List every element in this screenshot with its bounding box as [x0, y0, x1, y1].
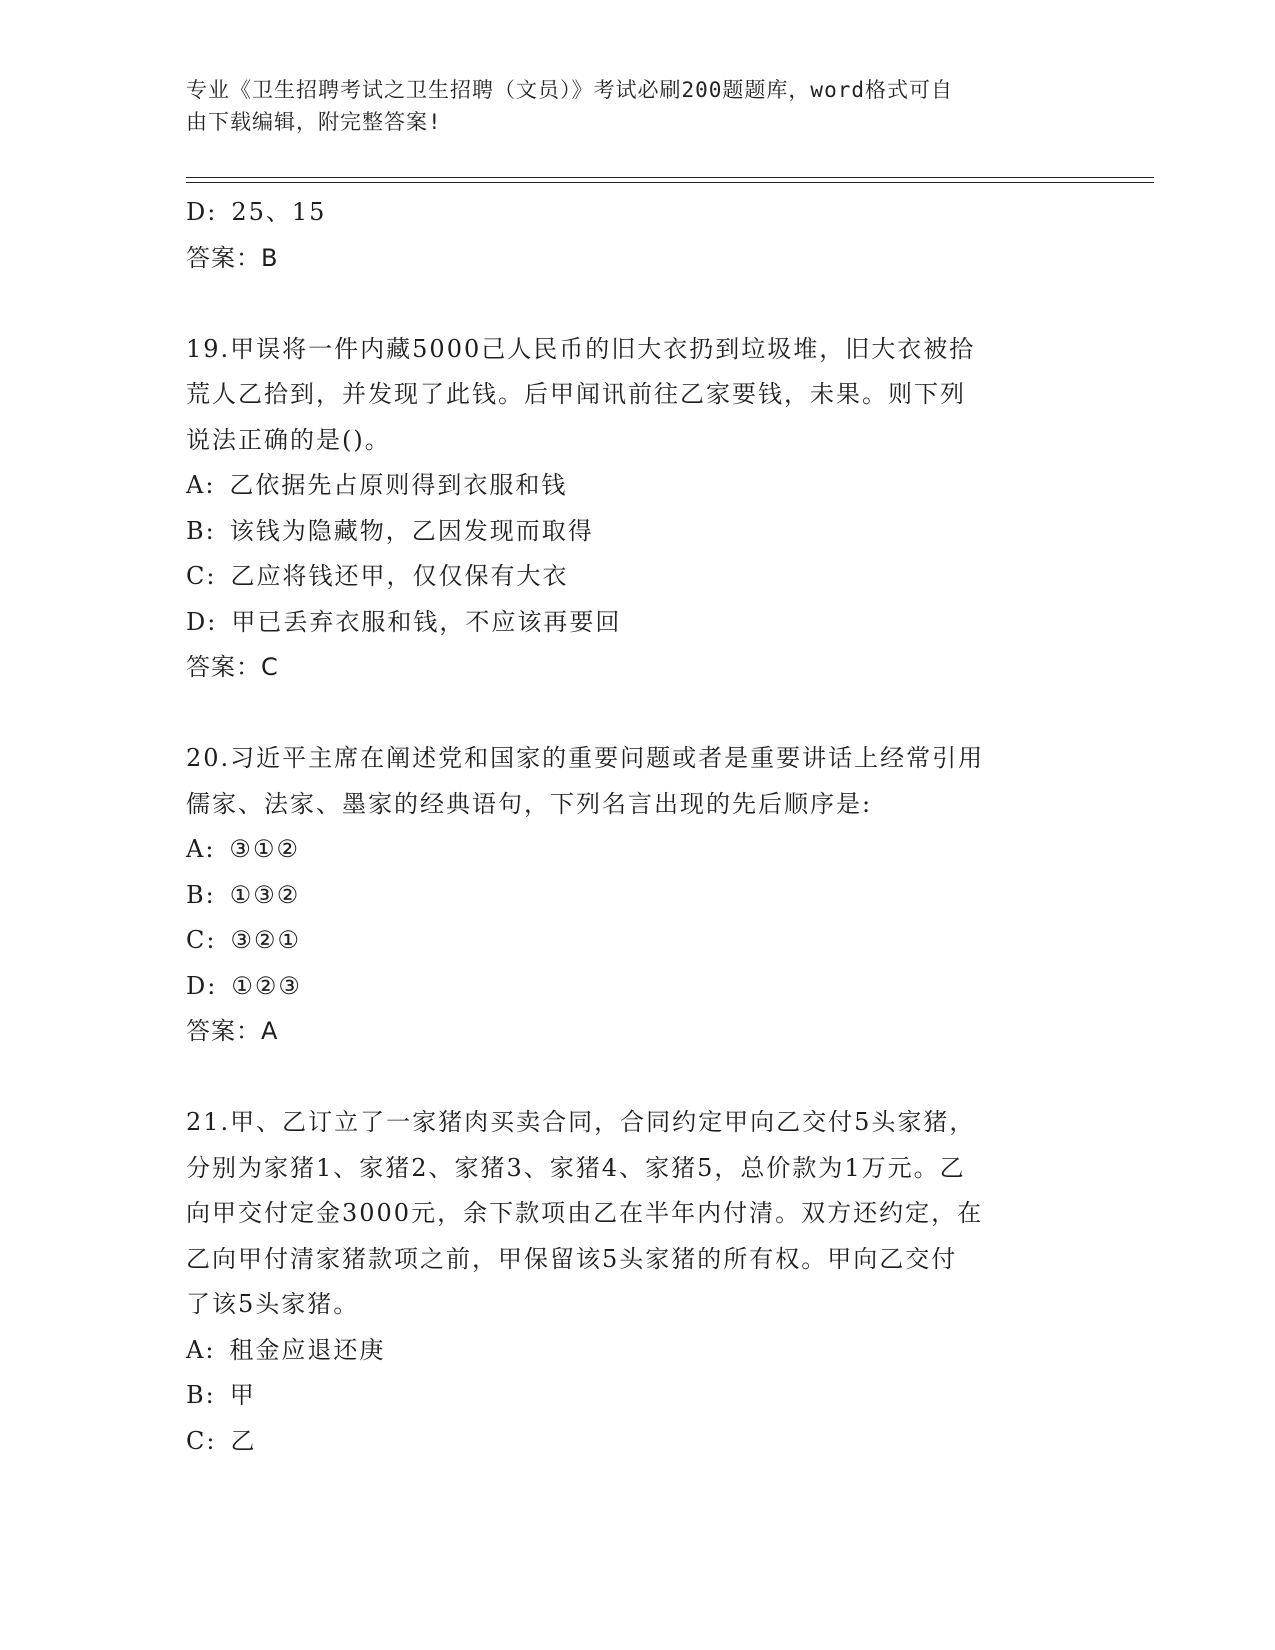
option-key: A:: [186, 1335, 216, 1364]
option-b: [186, 509, 1086, 555]
question-stem-line: 向甲交付定金3000元，余下款项由乙在半年内付清。双方还约定，在: [186, 1199, 984, 1227]
question-stem-line: 21.甲、乙订立了一家猪肉买卖合同，合同约定甲向乙交付5头家猪，: [186, 1108, 976, 1136]
option-b: [186, 873, 1086, 919]
option-b: [186, 1373, 1086, 1419]
option-d: [186, 190, 1086, 236]
question-21: [186, 1100, 1086, 1464]
option-a: [186, 463, 1086, 509]
option-c: [186, 918, 1086, 964]
option-c: [186, 1419, 1086, 1465]
option-key: B:: [186, 1381, 216, 1409]
spacer: [186, 691, 1086, 737]
option-key: D:: [186, 198, 218, 226]
question-stem-line: 20.习近平主席在阐述党和国家的重要问题或者是重要讲话上经常引用: [186, 744, 985, 772]
option-text: 甲已丢弃衣服和钱，不应该再要回: [231, 607, 622, 636]
option-d: [186, 600, 1086, 646]
option-c: [186, 554, 1086, 600]
question-19: [186, 327, 1086, 691]
option-text: 25、15: [231, 198, 327, 226]
spacer: [186, 1055, 1086, 1101]
option-text: ③②①: [230, 926, 301, 954]
answer-line: 答案：A: [186, 1017, 279, 1045]
option-text: 甲: [229, 1381, 256, 1409]
option-key: A:: [186, 471, 216, 499]
option-key: D:: [186, 971, 218, 1000]
question-20: [186, 736, 1086, 1055]
question-stem-line: 乙向甲付清家猪款项之前，甲保留该5头家猪的所有权。甲向乙交付: [186, 1244, 958, 1273]
option-text: 乙: [230, 1426, 257, 1455]
question-stem-line: 儒家、法家、墨家的经典语句，下列名言出现的先后顺序是:: [186, 789, 873, 818]
option-text: ①③②: [229, 880, 301, 909]
option-key: C:: [186, 1426, 217, 1455]
question-stem-line: 说法正确的是()。: [186, 425, 391, 454]
option-key: B:: [186, 516, 216, 545]
answer-line: 答案：B: [186, 243, 279, 272]
option-key: D:: [186, 607, 218, 636]
spacer: [186, 281, 1086, 327]
document-header: [186, 74, 1066, 138]
header-title-line-1: 专业《卫生招聘考试之卫生招聘（文员）》考试必刷200题题库，word格式可自: [186, 78, 953, 102]
question-content: [186, 190, 1086, 1464]
option-key: B:: [186, 880, 216, 909]
option-text: 租金应退还庚: [229, 1335, 386, 1364]
option-text: ①②③: [231, 971, 302, 1000]
option-key: C:: [186, 562, 217, 590]
question-stem-line: 19.甲误将一件内藏5000己人民币的旧大衣扔到垃圾堆，旧大衣被拾: [186, 334, 976, 363]
question-stem-line: 荒人乙拾到，并发现了此钱。后甲闻讯前往乙家要钱，未果。则下列: [186, 380, 966, 408]
option-text: 乙依据先占原则得到衣服和钱: [229, 471, 568, 499]
option-a: [186, 827, 1086, 873]
answer-line: 答案：C: [186, 653, 279, 681]
header-divider-bottom: [186, 182, 1154, 183]
option-d: [186, 964, 1086, 1010]
option-text: 乙应将钱还甲，仅仅保有大衣: [230, 562, 569, 590]
header-divider-top: [186, 177, 1154, 178]
option-text: 该钱为隐藏物，乙因发现而取得: [229, 516, 594, 545]
option-a: [186, 1328, 1086, 1374]
question-stem-line: 了该5头家猪。: [186, 1290, 360, 1318]
option-key: C:: [186, 926, 217, 954]
option-key: A:: [186, 835, 216, 863]
option-text: ③①②: [229, 835, 300, 863]
question-stem-line: 分别为家猪1、家猪2、家猪3、家猪4、家猪5，总价款为1万元。乙: [186, 1153, 966, 1182]
header-title-line-2: 由下载编辑，附完整答案!: [186, 110, 442, 134]
